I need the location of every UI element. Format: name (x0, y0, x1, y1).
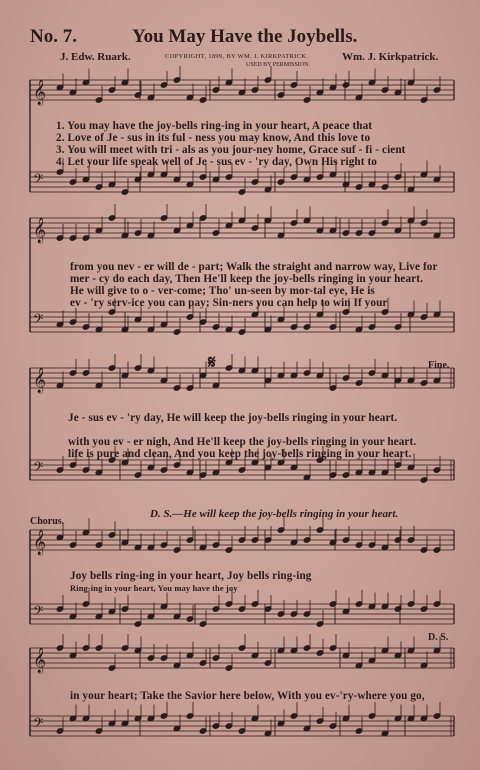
chorus-alto-line: Ring-ing in your heart, You may have the joy (70, 583, 238, 593)
svg-text:𝄞: 𝄞 (33, 80, 47, 105)
copyright-notice: COPYRIGHT, 1899, BY WM. J. KIRKPATRICK. (165, 53, 309, 60)
verse-4-line-3: life is pure and clean, And you keep the joy-bells ringing in your heart. (68, 448, 412, 460)
svg-text:𝄞: 𝄞 (33, 368, 47, 393)
ds-instruction: D. S.—He will keep the joy-bells ringing in your heart. (150, 508, 399, 520)
verse-1-line-2: from you nev - er will de - part; Walk the straight and narrow way, Live for (70, 261, 438, 273)
chorus-final-line: in your heart; Take the Savior here below, With you ev-'ry-where you go, (70, 690, 425, 702)
svg-text:𝄢: 𝄢 (33, 311, 44, 330)
svg-text:𝄢: 𝄢 (33, 715, 44, 734)
chorus-label: Chorus. (30, 516, 65, 527)
verse-1-line-1: 1. You may have the joy-bells ring-ing in your heart, A peace that (56, 120, 373, 132)
hymn-number: No. 7. (30, 26, 77, 47)
verse-2-line-2: mer - cy do each day, Then He'll keep the joy-bells ringing in your heart. (70, 273, 423, 285)
svg-text:𝄞: 𝄞 (33, 530, 47, 555)
verse-3-line-2: He will give to o - ver-come; Tho' un-seen by mor-tal eye, He is (70, 285, 375, 297)
svg-text:𝄞: 𝄞 (33, 648, 47, 673)
lyricist: J. Edw. Ruark. (60, 51, 131, 63)
verse-3-line-1: 3. You will meet with tri - als as you jour-ney home, Grace suf - fi - cient (56, 144, 406, 156)
hymn-title: You May Have the Joybells. (132, 26, 358, 47)
fine-mark: Fine. (428, 360, 450, 371)
permission-notice: USED BY PERMISSION. (246, 62, 310, 68)
svg-text:𝄢: 𝄢 (33, 171, 44, 190)
composer: Wm. J. Kirkpatrick. (342, 51, 439, 63)
svg-text:𝄞: 𝄞 (33, 218, 47, 243)
svg-text:𝄢: 𝄢 (33, 603, 44, 622)
segno-sign: 𝄋 (208, 352, 216, 372)
chorus-soprano-line: Joy bells ring-ing in your heart, Joy bells ring-ing (70, 570, 312, 582)
verse-3-line-3: with you ev - er nigh, And He'll keep the joy-bells ringing in your heart. (68, 436, 417, 448)
verse-2-line-1: 2. Love of Je - sus in its ful - ness you may know, And this love to (56, 132, 371, 144)
svg-text:𝄢: 𝄢 (33, 459, 44, 478)
ds-end-mark: D. S. (428, 632, 449, 643)
verse-4-line-2: ev - 'ry serv-ice you can pay; Sin-ners you can help to win If your (70, 297, 388, 309)
verse-4-line-1: 4. Let your life speak well of Je - sus ev - 'ry day, Own His right to (56, 156, 377, 168)
verse-1-line-3: Je - sus ev - 'ry day, He will keep the joy-bells ringing in your heart. (68, 412, 398, 424)
